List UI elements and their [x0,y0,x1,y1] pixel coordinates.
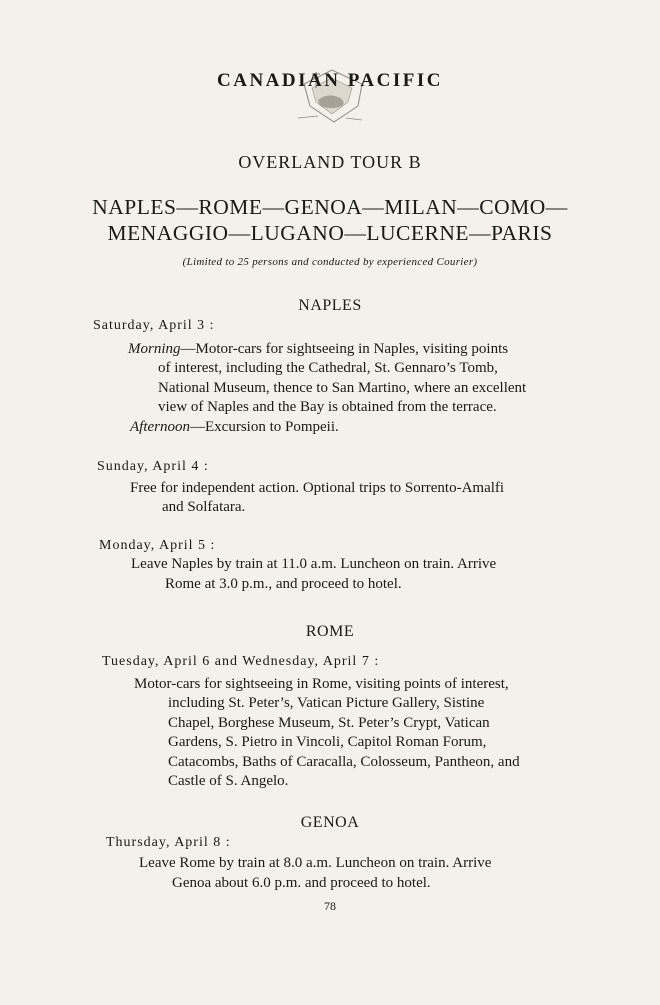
day-date: Monday, April 5 : [99,538,216,553]
itinerary-entry-continued [168,694,520,792]
day-date: Sunday, April 4 : [97,459,209,474]
city-heading-genoa: GENOA [300,814,360,831]
itinerary-line: Genoa about 6.0 p.m. and proceed to hotel. [172,875,431,891]
afternoon-text: —Excursion to Pompeii. [190,419,339,435]
itinerary-line: National Museum, thence to San Martino, where an excellent [158,379,527,396]
tour-note: (Limited to 25 persons and conducted by experienced Courier) [182,256,478,268]
page-number: 78 [324,899,336,913]
itinerary-entry-continued [172,874,431,894]
day-heading [102,654,379,670]
itinerary-entry [130,479,504,499]
itinerary-entry [131,555,496,575]
itinerary-line: Castle of S. Angelo. [168,773,289,789]
route-line-2: MENAGGIO—LUGANO—LUCERNE—PARIS [107,221,553,245]
itinerary-entry [130,418,339,438]
itinerary-line: Gardens, S. Pietro in Vincoli, Capitol Roman Forum, [168,734,487,750]
itinerary-line [128,340,508,360]
itinerary-line: Leave Naples by train at 11.0 a.m. Luncheon on train. Arrive [131,556,497,572]
brand-name: CANADIAN PACIFIC [217,70,443,91]
day-date: Tuesday, April 6 and Wednesday, April 7 : [102,654,380,669]
day-date: Saturday, April 3 : [93,318,215,333]
itinerary-line: Catacombs, Baths of Caracalla, Colosseum, Pantheon, and [168,753,520,770]
itinerary-entry-continued [165,575,402,595]
city-heading-naples: NAPLES [298,297,362,314]
itinerary-line: Free for independent action. Optional trips to Sorrento-Amalfi [130,480,505,496]
itinerary-line: of interest, including the Cathedral, St. Gennaro’s Tomb, [158,360,498,376]
itinerary-line: Rome at 3.0 p.m., and proceed to hotel. [165,576,402,592]
itinerary-line: Leave Rome by train at 8.0 a.m. Luncheon on train. Arrive [139,855,492,871]
route-line-1: NAPLES—ROME—GENOA—MILAN—COMO— [92,195,568,219]
page-title: OVERLAND TOUR B [238,152,422,172]
day-heading [93,318,215,334]
itinerary-entry [139,854,491,874]
day-heading [106,835,231,851]
day-heading [99,538,215,554]
day-heading [97,459,209,475]
day-date: Thursday, April 8 : [106,835,231,850]
itinerary-line: and Solfatara. [162,499,246,515]
itinerary-line [130,418,339,438]
morning-label: Morning [128,341,181,357]
header-logo [0,70,660,92]
itinerary-line: Motor-cars for sightseeing in Rome, visiting points of interest, [134,676,509,692]
itinerary-entry-continued [158,359,526,418]
itinerary-entry [134,675,509,695]
itinerary-line: view of Naples and the Bay is obtained from the terrace. [158,399,497,415]
itinerary-entry-continued [162,498,245,518]
itinerary-entry [128,340,508,360]
afternoon-label: Afternoon [130,419,190,435]
itinerary-line: Chapel, Borghese Museum, St. Peter’s Crypt, Vatican [168,714,490,731]
itinerary-line: including St. Peter’s, Vatican Picture Gallery, Sistine [168,695,485,711]
city-heading-rome: ROME [305,623,355,640]
morning-text: —Motor-cars for sightseeing in Naples, visiting points [180,341,509,357]
